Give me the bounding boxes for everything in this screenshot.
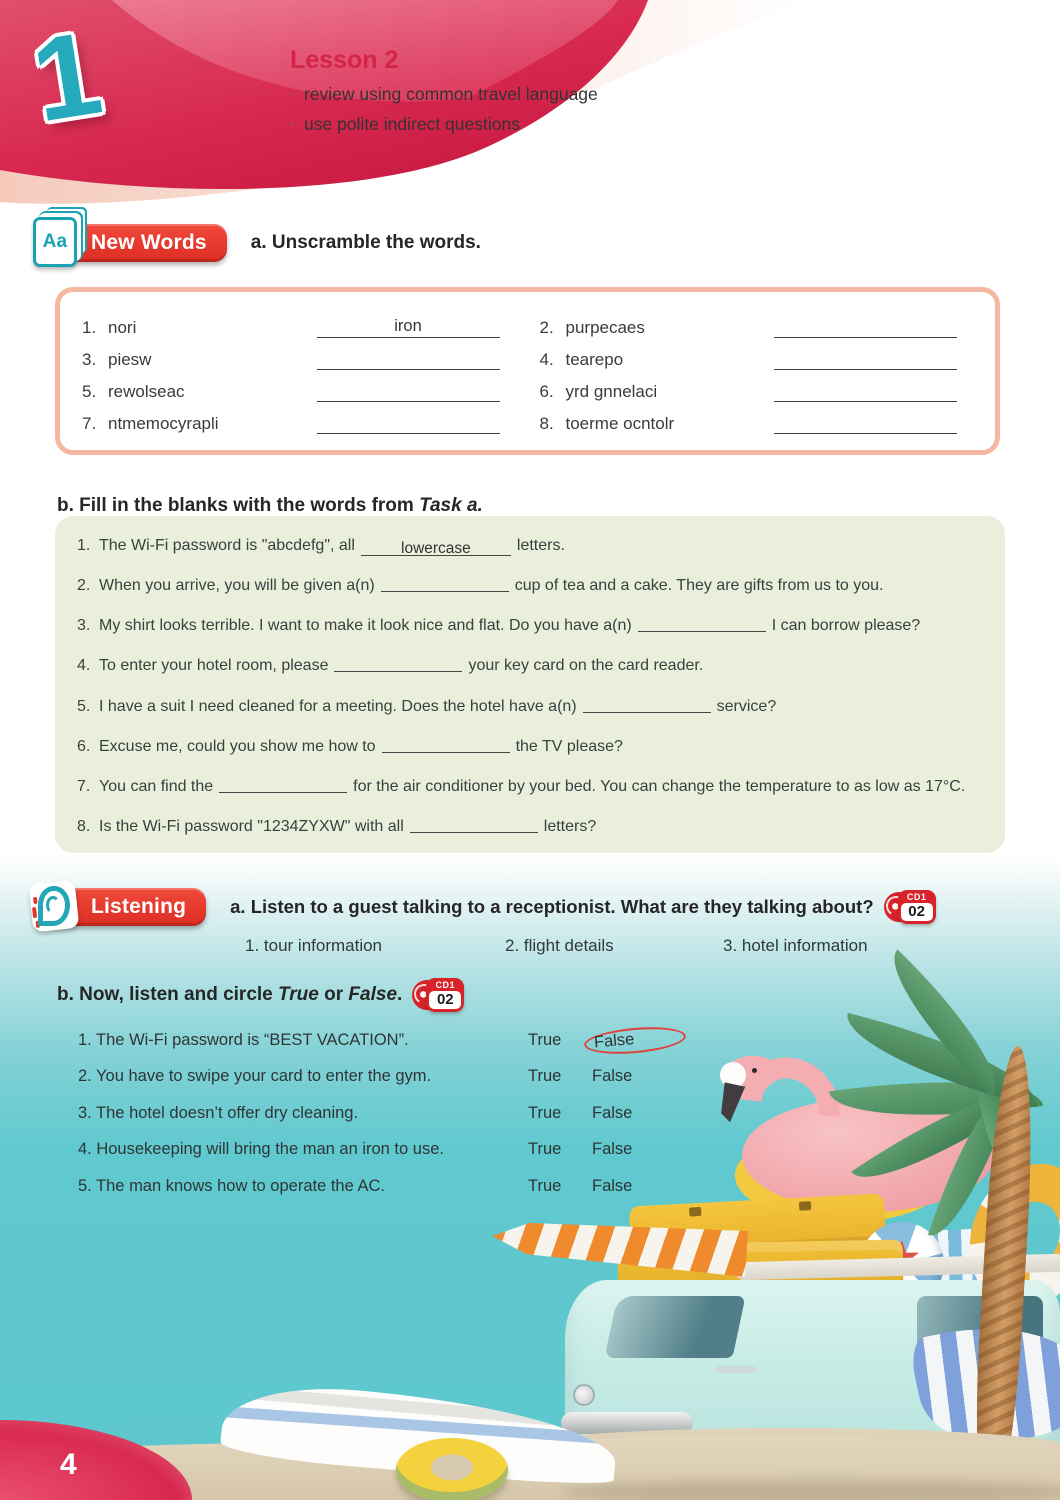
- listening-task-b-title: b. Now, listen and circle True or False. CD1 02: [57, 978, 464, 1012]
- unscramble-item: 8. toerme ocntolr: [540, 408, 958, 434]
- true-label[interactable]: True: [528, 1176, 562, 1195]
- bullet-dot-icon: [290, 92, 295, 97]
- answer-line[interactable]: [774, 349, 957, 370]
- fill-in-box: [55, 516, 1005, 853]
- answer-line[interactable]: [774, 413, 957, 434]
- tf-row: [78, 1059, 678, 1096]
- written-answer: iron: [394, 317, 422, 335]
- unscramble-item: 5. rewolseac: [82, 376, 500, 402]
- unscramble-item: 6. yrd gnnelaci: [540, 376, 958, 402]
- tf-statement: 1. The Wi-Fi password is “BEST VACATION”.: [78, 1030, 409, 1049]
- new-words-badge: [42, 224, 227, 262]
- answer-line[interactable]: [317, 413, 500, 434]
- unscramble-item: 4. tearepo: [540, 344, 958, 370]
- listening-options: [0, 936, 1060, 962]
- true-label[interactable]: True: [528, 1030, 562, 1049]
- tf-row: [78, 1132, 678, 1169]
- true-label[interactable]: True: [528, 1140, 562, 1159]
- listening-header: [45, 888, 936, 926]
- answer-line[interactable]: [317, 381, 500, 402]
- fill-blank[interactable]: [410, 817, 538, 833]
- tf-row: [78, 1168, 678, 1205]
- fill-blank[interactable]: [583, 697, 711, 713]
- written-answer: lowercase: [401, 540, 471, 557]
- fill-blank[interactable]: [382, 737, 510, 753]
- unscramble-box: [55, 287, 1000, 455]
- tf-statement: 5. The man knows how to operate the AC.: [78, 1176, 385, 1195]
- fill-blank[interactable]: [334, 656, 462, 672]
- lesson-objective: use polite indirect questions: [290, 114, 598, 135]
- page-number: 4: [60, 1448, 77, 1481]
- flamingo-eye: [752, 1068, 757, 1073]
- fill-item: 4. To enter your hotel room, please your key card on the card reader.: [77, 657, 704, 675]
- fill-item: 8. Is the Wi-Fi password "1234ZYXW" with all letters?: [77, 817, 597, 835]
- fill-blank[interactable]: [219, 777, 347, 793]
- lesson-objective: review using common travel language: [290, 84, 598, 105]
- lesson-title: Lesson 2: [290, 46, 399, 74]
- true-label[interactable]: True: [528, 1103, 562, 1122]
- option-hotel-information[interactable]: 3. hotel information: [723, 936, 868, 955]
- answer-line[interactable]: [317, 317, 500, 338]
- answer-line[interactable]: [317, 349, 500, 370]
- aa-cards-icon: Aa: [33, 217, 77, 267]
- false-label[interactable]: False: [592, 1140, 633, 1159]
- option-flight-details[interactable]: 2. flight details: [505, 936, 614, 955]
- fill-blank[interactable]: [381, 576, 509, 592]
- fill-item: 7. You can find the for the air conditioner by your bed. You can change the temperature to as low as 17°C.: [77, 777, 966, 795]
- fill-blank[interactable]: [361, 540, 511, 556]
- van-headlight: [573, 1384, 595, 1406]
- tf-statement: 2. You have to swipe your card to enter the gym.: [78, 1067, 432, 1086]
- new-words-header: [42, 224, 481, 262]
- unscramble-item: 1. nori iron: [82, 312, 500, 338]
- unscramble-item: 2. purpecaes: [540, 312, 958, 338]
- van-windshield: [604, 1296, 745, 1358]
- unit-number: 1: [24, 6, 110, 148]
- fill-item: 2. When you arrive, you will be given a(n) cup of tea and a cake. They are gifts from us to you.: [77, 577, 884, 595]
- task-b-title: b. Fill in the blanks with the words from Task a.: [57, 494, 483, 516]
- listening-task-a-title: a. Listen to a guest talking to a receptionist. What are they talking about?: [230, 896, 874, 917]
- false-label[interactable]: False: [592, 1176, 633, 1195]
- fill-item: 3. My shirt looks terrible. I want to make it look nice and flat. Do you have a(n) I can borrow please?: [77, 617, 921, 635]
- false-label[interactable]: False: [592, 1103, 633, 1122]
- cd-track-icon: CD1 02: [412, 978, 464, 1012]
- tf-statement: 3. The hotel doesn’t offer dry cleaning.: [78, 1103, 359, 1122]
- fill-item: 6. Excuse me, could you show me how to the TV please?: [77, 737, 623, 755]
- tf-row: [78, 1095, 678, 1132]
- true-label[interactable]: True: [528, 1067, 562, 1086]
- unscramble-item: 3. piesw: [82, 344, 500, 370]
- option-tour-information[interactable]: 1. tour information: [245, 936, 383, 955]
- false-label[interactable]: False: [592, 1067, 633, 1086]
- tf-row: [78, 1022, 678, 1059]
- listening-badge-label: Listening: [91, 895, 187, 918]
- page-header: [0, 0, 1060, 215]
- answer-line[interactable]: [774, 317, 957, 338]
- van-shadow: [560, 1480, 1060, 1500]
- task-a-title: a. Unscramble the words.: [250, 232, 481, 253]
- lesson-block: [290, 46, 598, 135]
- cd-track-icon: CD1 02: [884, 890, 936, 924]
- van-door-handle: [715, 1366, 757, 1373]
- false-label[interactable]: False: [583, 1023, 687, 1057]
- fill-item: 1. The Wi-Fi password is "abcdefg", all lowercase letters.: [77, 537, 565, 557]
- bullet-dot-icon: [290, 122, 295, 127]
- answer-line[interactable]: [774, 381, 957, 402]
- fill-item: 5. I have a suit I need cleaned for a meeting. Does the hotel have a(n) service?: [77, 697, 777, 715]
- swim-ring: [396, 1438, 508, 1500]
- ear-icon: [29, 880, 80, 933]
- unscramble-item: 7. ntmemocyrapli: [82, 408, 500, 434]
- tf-statement: 4. Housekeeping will bring the man an iron to use.: [78, 1140, 444, 1159]
- new-words-badge-label: New Words: [91, 231, 207, 254]
- fill-blank[interactable]: [638, 616, 766, 632]
- listening-badge: [45, 888, 206, 926]
- true-false-list: [78, 1022, 678, 1205]
